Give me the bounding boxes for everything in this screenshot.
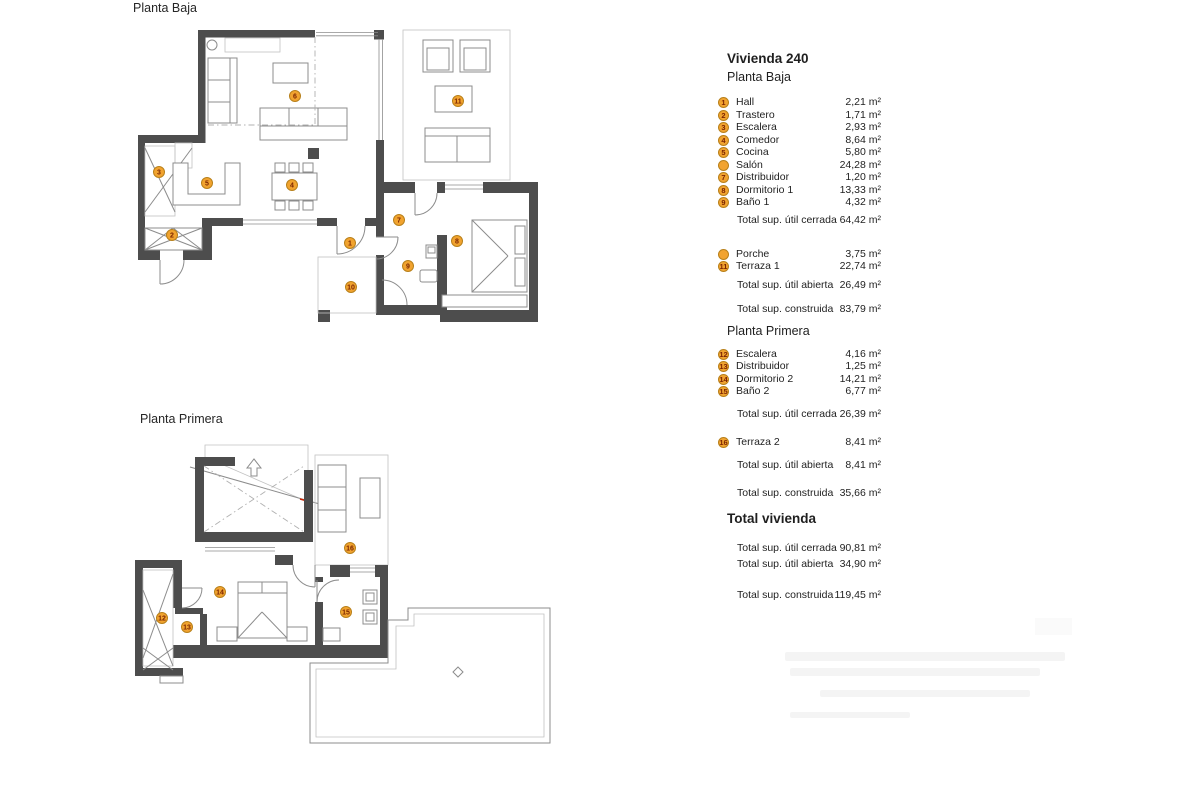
room-badge: [718, 160, 729, 171]
room-label: Distribuidor: [736, 360, 790, 372]
room-area: 1,71 m²: [845, 109, 881, 121]
watermark: [780, 612, 1100, 742]
room-badge-number: 13: [183, 624, 191, 632]
legend-item: [718, 248, 881, 260]
total-value: 90,81 m²: [839, 542, 881, 554]
bedroom2-furniture: [217, 582, 307, 641]
total-row: [718, 459, 881, 471]
room-badge: 9: [718, 197, 729, 208]
room-area: 4,32 m²: [845, 196, 881, 208]
room-badge-number: 14: [216, 589, 224, 597]
room-badge-number: 2: [170, 232, 174, 240]
total-label: Total sup. construida: [737, 589, 834, 601]
legend-item: [718, 436, 881, 448]
legend-heading-total-vivienda: Total vivienda: [727, 511, 817, 526]
total-value: 64,42 m²: [839, 214, 881, 226]
room-area: 2,93 m²: [845, 121, 881, 133]
room-area: 8,41 m²: [845, 436, 881, 448]
total-label: Total sup. útil cerrada: [737, 542, 837, 554]
total-row: [718, 542, 881, 554]
total-label: Total sup. útil abierta: [737, 279, 834, 291]
room-badge: [718, 249, 729, 260]
room-badge: 15: [719, 386, 728, 396]
legend-item: [718, 373, 881, 385]
total-label: Total sup. útil abierta: [737, 558, 834, 570]
room-area: 8,64 m²: [845, 134, 881, 146]
room-badge: 1: [718, 97, 729, 108]
room-label: Cocina: [736, 146, 769, 158]
room-label: Terraza 2: [736, 436, 780, 448]
total-row: [718, 408, 881, 420]
legend-item: [718, 196, 881, 208]
room-label: Distribuidor: [736, 171, 790, 183]
room-area: 1,20 m²: [845, 171, 881, 183]
total-value: 35,66 m²: [839, 487, 881, 499]
room-badge-number: 10: [347, 284, 355, 292]
room-badge: 16: [719, 437, 728, 447]
bedroom1-furniture: [442, 220, 527, 307]
plan-title-planta-baja: Planta Baja: [133, 1, 197, 15]
room-label: Dormitorio 2: [736, 373, 794, 385]
legend-item: [718, 348, 881, 360]
room-badge-number: 11: [454, 98, 462, 106]
room-area: 14,21 m²: [839, 373, 881, 385]
legend-item: [718, 385, 881, 397]
room-badge: 2: [718, 110, 729, 121]
total-label: Total sup. útil cerrada: [737, 214, 837, 226]
room-badge-number: 4: [290, 182, 294, 190]
legend-item: [718, 146, 881, 158]
room-badge: 3: [718, 122, 729, 133]
room-badge: 8: [718, 185, 729, 196]
room-label: Hall: [736, 96, 755, 108]
plan-title-planta-primera: Planta Primera: [140, 412, 223, 426]
room-label: Dormitorio 1: [736, 184, 794, 196]
total-row: [718, 214, 881, 226]
room-label: Porche: [736, 248, 770, 260]
living-room-furniture: [207, 37, 347, 159]
room-label: Trastero: [736, 109, 775, 121]
legend-item: [718, 184, 881, 196]
total-value: 26,39 m²: [839, 408, 881, 420]
legend-heading-planta-baja: Planta Baja: [727, 70, 791, 84]
room-badge-number: 7: [397, 217, 401, 225]
room-label: Baño 2: [736, 385, 770, 397]
total-row: [718, 279, 881, 291]
room-area: 3,75 m²: [845, 248, 881, 260]
legend-title: Vivienda 240: [727, 51, 809, 66]
total-value: 83,79 m²: [839, 303, 881, 315]
room-area: 6,77 m²: [845, 385, 881, 397]
room-area: 24,28 m²: [839, 159, 881, 171]
room-label: Salón: [736, 159, 763, 171]
total-label: Total sup. construida: [737, 303, 834, 315]
legend-item: [718, 159, 881, 171]
legend-item: [718, 171, 881, 183]
total-row: [718, 487, 881, 499]
room-label: Comedor: [736, 134, 780, 146]
floorplan-planta-primera: [130, 430, 570, 760]
room-badge-number: 8: [455, 238, 459, 246]
room-badge-number: 5: [205, 180, 209, 188]
room-area: 5,80 m²: [845, 146, 881, 158]
legend-item: [718, 134, 881, 146]
total-value: 34,90 m²: [839, 558, 881, 570]
room-badge: 7: [718, 172, 729, 183]
room-badge: 12: [719, 349, 728, 359]
flat-roof-deck: [310, 608, 550, 743]
room-area: 4,16 m²: [845, 348, 881, 360]
floorplan-planta-baja: [130, 22, 570, 322]
legend-item: [718, 360, 881, 372]
total-row: [718, 558, 881, 570]
total-value: 8,41 m²: [845, 459, 881, 471]
room-badge: 4: [718, 135, 729, 146]
room-badge-number: 1: [348, 240, 352, 248]
legend-heading-planta-primera: Planta Primera: [727, 324, 810, 338]
room-badge: 14: [719, 374, 728, 384]
total-label: Total sup. construida: [737, 487, 834, 499]
legend-item: [718, 121, 881, 133]
room-area: 13,33 m²: [839, 184, 881, 196]
room-area: 2,21 m²: [845, 96, 881, 108]
room-area: 22,74 m²: [839, 260, 881, 272]
room-badge-number: 9: [406, 263, 410, 271]
room-badge-number: 15: [342, 609, 350, 617]
room-badge: 5: [718, 147, 729, 158]
total-value: 26,49 m²: [839, 279, 881, 291]
total-label: Total sup. útil abierta: [737, 459, 834, 471]
room-badge: 11: [719, 261, 728, 271]
room-label: Baño 1: [736, 196, 770, 208]
roof-slope-hatch: [190, 445, 323, 505]
up-arrow-icon: [247, 459, 261, 476]
legend-item: [718, 260, 881, 272]
total-value: 119,45 m²: [834, 589, 881, 601]
room-area: 1,25 m²: [845, 360, 881, 372]
legend-item: [718, 96, 881, 108]
room-badge-number: 6: [293, 93, 297, 101]
room-badge: 13: [719, 361, 728, 371]
room-badge-number: 16: [346, 545, 354, 553]
total-label: Total sup. útil cerrada: [737, 408, 837, 420]
legend-item: [718, 109, 881, 121]
room-label: Escalera: [736, 348, 777, 360]
room-label: Terraza 1: [736, 260, 780, 272]
room-badge-number: 12: [158, 615, 166, 623]
total-row: [718, 303, 881, 315]
total-row: [718, 589, 881, 601]
room-label: Escalera: [736, 121, 777, 133]
room-badge-number: 3: [157, 169, 161, 177]
